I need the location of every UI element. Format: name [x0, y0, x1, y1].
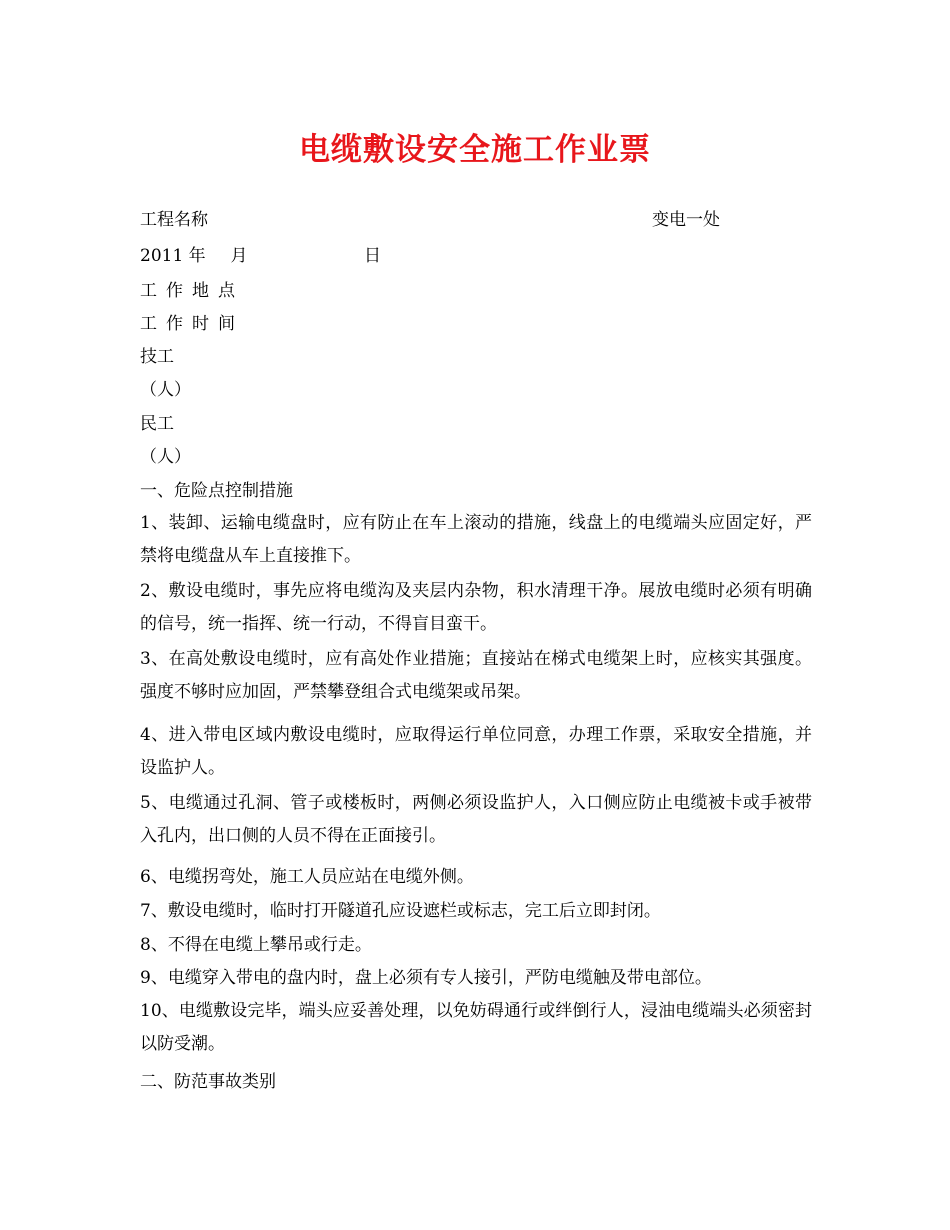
laborers-unit: （人） — [140, 447, 191, 467]
project-name-label: 工程名称 — [140, 210, 208, 230]
list-item: 7、敷设电缆时，临时打开隧道孔应设遮栏或标志，完工后立即封闭。 — [140, 901, 661, 921]
list-item: 9、电缆穿入带电的盘内时，盘上必须有专人接引，严防电缆触及带电部位。 — [140, 968, 712, 988]
date-line — [140, 243, 381, 269]
list-item: 2、敷设电缆时，事先应将电缆沟及夹层内杂物，积水清理干净。展放电缆时必须有明确的信号，统一指挥、统一行动，不得盲目蛮干。 — [140, 581, 812, 634]
list-item: 10、电缆敷设完毕，端头应妥善处理，以免妨碍通行或绊倒行人，浸油电缆端头必须密封以防受潮。 — [140, 1001, 812, 1054]
page-title: 电缆敷设安全施工作业票 — [299, 132, 651, 168]
list-item: 3、在高处敷设电缆时，应有高处作业措施；直接站在梯式电缆架上时，应核实其强度。强度不够时应加固，严禁攀登组合式电缆架或吊架。 — [140, 649, 812, 702]
section-heading-accident-categories: 二、防范事故类别 — [140, 1072, 276, 1092]
list-item: 8、不得在电缆上攀吊或行走。 — [140, 935, 372, 955]
skilled-workers-unit: （人） — [140, 380, 191, 400]
skilled-workers-label: 技工 — [140, 347, 174, 367]
list-item: 4、进入带电区域内敷设电缆时，应取得运行单位同意，办理工作票，采取安全措施，并设监护人。 — [140, 725, 812, 778]
date-year: 2011 年 — [140, 246, 206, 266]
laborers-label: 民工 — [140, 414, 174, 434]
list-item: 6、电缆拐弯处，施工人员应站在电缆外侧。 — [140, 867, 474, 887]
section-heading-hazard-control: 一、危险点控制措施 — [140, 481, 293, 501]
date-day: 日 — [364, 246, 381, 266]
department-name: 变电一处 — [652, 210, 720, 230]
work-location-label: 工作地点 — [140, 281, 244, 301]
date-month: 月 — [230, 246, 248, 266]
work-time-label: 工作时间 — [140, 314, 244, 334]
list-item: 1、装卸、运输电缆盘时，应有防止在车上滚动的措施，线盘上的电缆端头应固定好，严禁将电缆盘从车上直接推下。 — [140, 513, 812, 566]
list-item: 5、电缆通过孔洞、管子或楼板时，两侧必须设监护人，入口侧应防止电缆被卡或手被带入孔内，出口侧的人员不得在正面接引。 — [140, 793, 812, 846]
